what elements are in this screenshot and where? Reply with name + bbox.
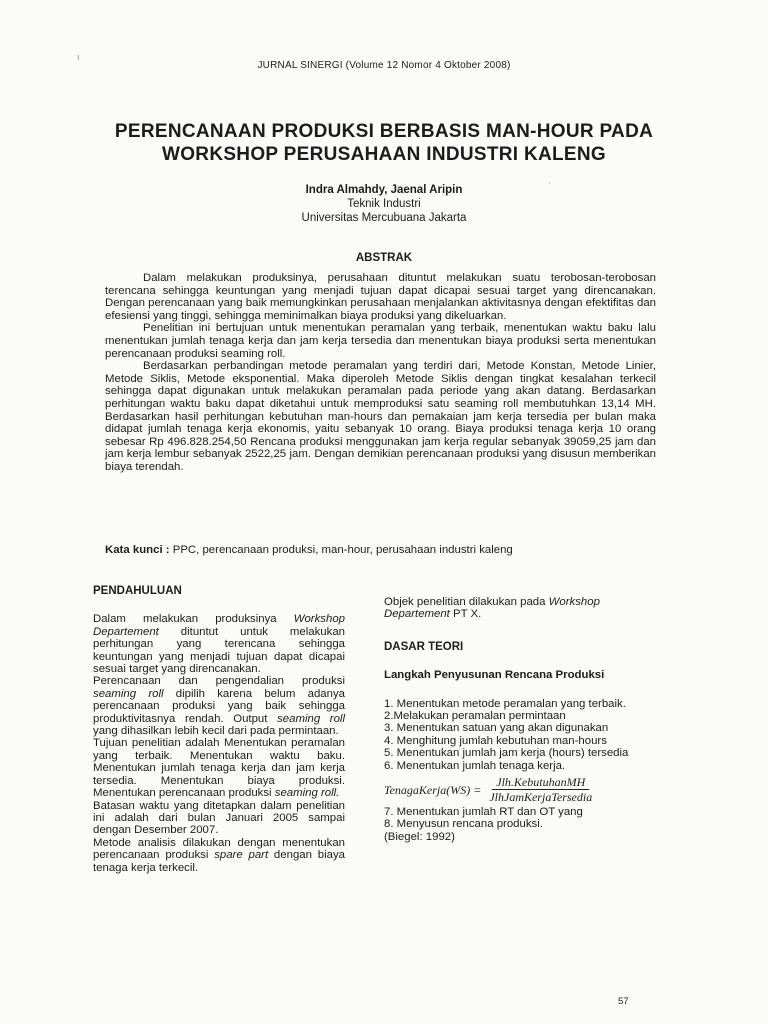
object-paragraph (384, 596, 642, 621)
intro-paragraph (93, 737, 345, 799)
left-column (93, 585, 345, 874)
text-run: dituntut untuk melakukan perhitungan yang terencana sehingga keuntungan yang menjadi tujuan dapat dicapai sesuai target yang direncanakan. (93, 625, 345, 676)
keywords-text: PPC, perencanaan produksi, man-hour, perusahaan industri kaleng (169, 544, 513, 556)
text-run: dengan biaya tenaga kerja terkecil. (93, 849, 345, 874)
emphasis: seaming roll (277, 712, 345, 725)
section-heading-introduction: PENDAHULUAN (93, 585, 182, 597)
section-heading-theory: DASAR TEORI (384, 640, 464, 653)
paper-title: PERENCANAAN PRODUKSI BERBASIS MAN-HOUR PADA WORKSHOP PERUSAHAAN INDUSTRI KALENG (114, 121, 654, 165)
abstract-paragraph: Berdasarkan perbandingan metode peramalan yang terdiri dari, Metode Konstan, Metode Linier, Metode Siklis, Metode eksponential. Maka diperoleh Metode Siklis dengan tingkat kesalahan terkecil sehingga dapat digunakan untuk melakukan peramalan pada periode yang akan datang. Berdasarkan perhitungan waktu baku dapat diketahui untuk memproduksi satu seaming roll membutuhkan 13,14 MH. Berdasarkan hasil perhitungan kebutuhan man-hours dan pemakaian jam kerja tersedia per bulan maka didapat jumlah tenaga kerja ekonomis, yaitu sebanyak 10 orang. Biaya produksi tenaga kerja 10 orang sebesar Rp 496.828.254,50 Rencana produksi menggunakan jam kerja regular sebanyak 39059,25 jam dan jam kerja lembur sebanyak 2522,25 jam. Dengan demikian perencanaan produksi yang disusun memberikan biaya terendah. (105, 360, 656, 473)
list-item: 3. Menentukan satuan yang akan digunakan (384, 722, 609, 735)
author-department: Teknik Industri (347, 198, 421, 210)
formula-numerator: Jlh.KebutuhanMH (492, 776, 589, 790)
text-run: Dalam melakukan produksinya (93, 613, 294, 626)
scan-mark: ı (77, 52, 80, 62)
intro-paragraph (93, 675, 345, 737)
scan-mark: · (548, 178, 551, 188)
emphasis: Workshop Departement (384, 596, 600, 621)
list-item: 2.Melakukan peramalan permintaan (384, 710, 566, 723)
author-university: Universitas Mercubuana Jakarta (301, 212, 467, 224)
list-item: 1. Menentukan metode peramalan yang terbaik. (384, 697, 626, 710)
steps-list-continued (384, 806, 642, 831)
abstract-paragraph: Penelitian ini bertujuan untuk menentukan peramalan yang terbaik, menentukan waktu baku lalu menentukan jumlah tenaga kerja dan jam kerja tersedia dan menentukan biaya produksi serta menentukan perencanaan produksi seaming roll. (105, 322, 656, 360)
citation: (Biegel: 1992) (384, 830, 455, 843)
text-run: Metode analisis dilakukan dengan menentukan perencanaan produksi (93, 836, 345, 862)
text-run: yang dihasilkan lebih kecil dari pada permintaan. (93, 725, 339, 738)
list-item: 6. Menentukan jumlah tenaga kerja. (384, 759, 566, 772)
keywords (105, 544, 656, 556)
formula (384, 776, 642, 804)
emphasis: spare part (214, 849, 269, 862)
text-run: Perencanaan dan pengendalian produksi (93, 675, 345, 688)
formula-fraction (485, 776, 596, 804)
author-block (0, 183, 768, 225)
list-item: 7. Menentukan jumlah RT dan OT yang (384, 805, 583, 818)
list-item: 8. Menyusun rencana produksi. (384, 818, 543, 831)
right-column (384, 596, 642, 843)
emphasis: seaming roll. (274, 787, 340, 800)
emphasis: seaming roll (93, 687, 164, 700)
formula-lhs: TenagaKerja(WS) = (384, 782, 482, 797)
page-number: 57 (618, 996, 629, 1007)
formula-denominator: JlhJamKerjaTersedia (489, 790, 593, 805)
subsection-heading: Langkah Penyusunan Rencana Produksi (384, 669, 605, 682)
abstract-heading: ABSTRAK (355, 252, 413, 264)
list-item: 5. Menentukan jumlah jam kerja (hours) tersedia (384, 747, 629, 760)
list-item: 4. Menghitung jumlah kebutuhan man-hours (384, 734, 607, 747)
intro-paragraph: Batasan waktu yang ditetapkan dalam penelitian ini adalah dari bulan Januari 2005 sampai dengan Desember 2007. (93, 799, 345, 837)
intro-paragraph (93, 613, 345, 675)
author-names: Indra Almahdy, Jaenal Aripin (305, 184, 463, 196)
text-run: dipilih karena belum adanya perencanaan produksi yang baik sehingga produktivitasnya rendah. Output (93, 687, 345, 725)
keywords-label: Kata kunci : (105, 544, 170, 556)
journal-header: JURNAL SINERGI (Volume 12 Nomor 4 Oktober 2008) (257, 60, 511, 71)
text-run: Tujuan penelitian adalah Menentukan peramalan yang terbaik. Menentukan waktu baku. Menentukan jumlah tenaga kerja dan jam kerja tersedia. Menentukan biaya produksi. Menentukan perencanaan produksi (93, 737, 345, 800)
text-run: PT X. (449, 608, 482, 621)
steps-list (384, 698, 642, 772)
abstract-body (105, 272, 656, 474)
abstract-paragraph: Dalam melakukan produksinya, perusahaan dituntut melakukan suatu terobosan-terobosan terencana sehingga keuntungan yang menjadi tujuan dapat dicapai sesuai target yang direncanakan. Dengan perencanaan yang baik memungkinkan perusahaan menjalankan aktivitasnya dengan efektifitas dan efesiensi yang tinggi, sehingga meminimalkan biaya produksi yang dikeluarkan. (105, 272, 656, 322)
intro-paragraph (93, 837, 345, 874)
emphasis: Workshop Departement (93, 613, 345, 638)
text-run: Objek penelitian dilakukan pada (384, 596, 549, 608)
